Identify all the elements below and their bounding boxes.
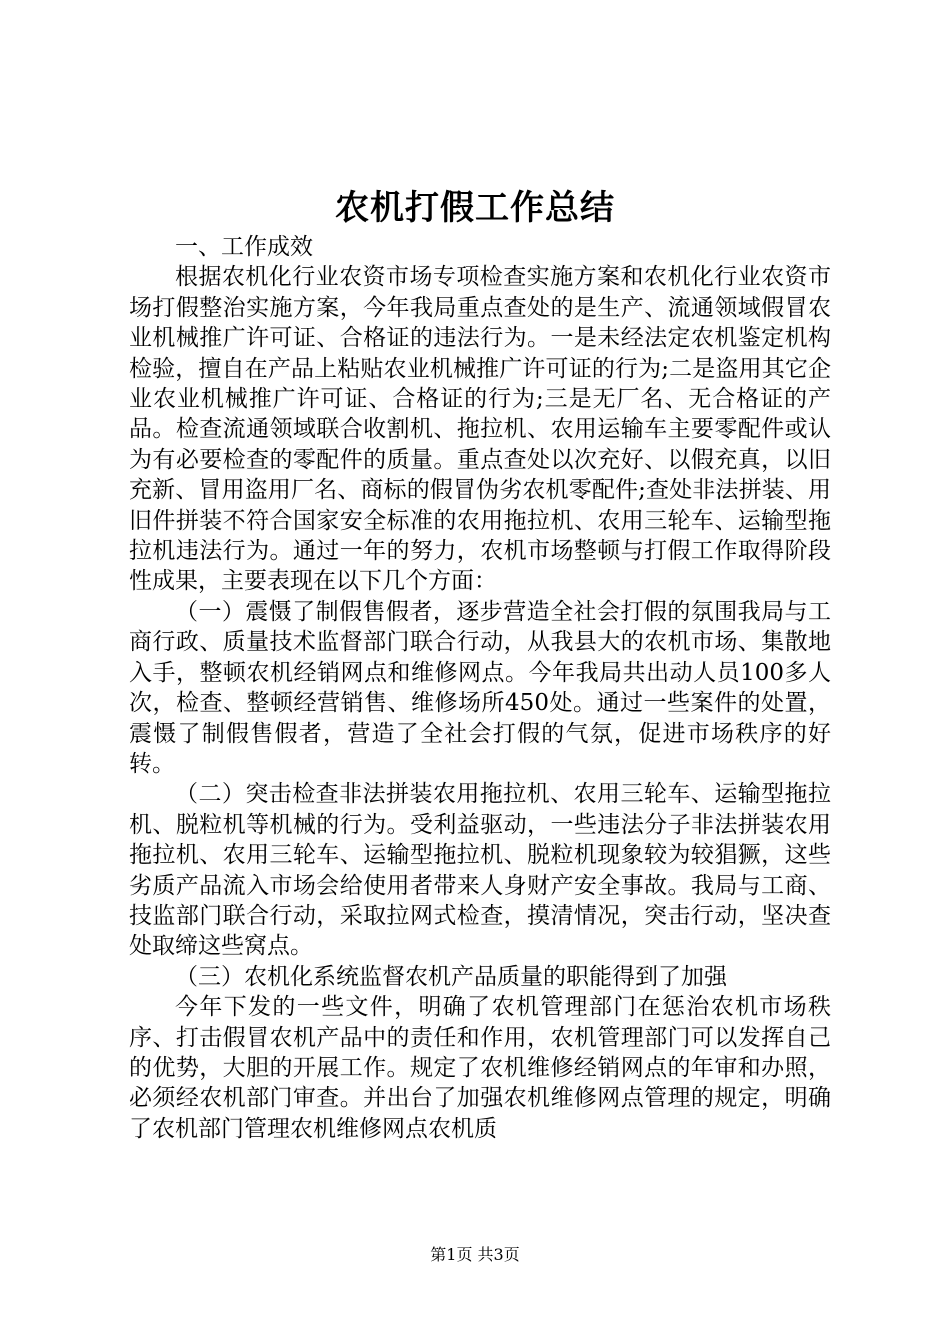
page-number-footer: 第1页 共3页: [430, 1245, 520, 1264]
body-paragraph: （二）突击检查非法拼装农用拖拉机、农用三轮车、运输型拖拉机、脱粒机等机械的行为。受利益驱动，一些违法分子非法拼装农用拖拉机、农用三轮车、运输型拖拉机、脱粒机现象较为较猖獗，这些劣质产品流入市场会给使用者带来人身财产安全事故。我局与工商、技监部门联合行动，采取拉网式检查，摸清情况，突击行动，坚决查处取缔这些窝点。: [129, 781, 831, 960]
section-heading: 一、工作成效: [175, 234, 313, 260]
subsection-heading: （三）农机化系统监督农机产品质量的职能得到了加强: [175, 963, 727, 990]
document-title: 农机打假工作总结: [335, 188, 615, 228]
body-paragraph: 根据农机化行业农资市场专项检查实施方案和农机化行业农资市场打假整治实施方案，今年我局重点查处的是生产、流通领域假冒农业机械推广许可证、合格证的违法行为。一是未经法定农机鉴定机构检验，擅自在产品上粘贴农业机械推广许可证的行为;二是盗用其它企业农业机械推广许可证、合格证的行为;三是无厂名、无合格证的产品。检查流通领域联合收割机、拖拉机、农用运输车主要零配件或认为有必要检查的零配件的质量。重点查处以次充好、以假充真，以旧充新、冒用盗用厂名、商标的假冒伪劣农机零配件;查处非法拼装、用旧件拼装不符合国家安全标准的农用拖拉机、农用三轮车、运输型拖拉机违法行为。通过一年的努力，农机市场整顿与打假工作取得阶段性成果，主要表现在以下几个方面：: [129, 264, 831, 595]
body-paragraph: 今年下发的一些文件，明确了农机管理部门在惩治农机市场秩序、打击假冒农机产品中的责任和作用，农机管理部门可以发挥自己的优势，大胆的开展工作。规定了农机维修经销网点的年审和办照，必须经农机部门审查。并出台了加强农机维修网点管理的规定，明确了农机部门管理农机维修网点农机质: [129, 994, 831, 1142]
body-paragraph: （一）震慑了制假售假者，逐步营造全社会打假的氛围我局与工商行政、质量技术监督部门联合行动，从我县大的农机市场、集散地入手，整顿农机经销网点和维修网点。今年我局共出动人员100多人次，检查、整顿经营销售、维修场所450处。通过一些案件的处置，震慑了制假售假者，营造了全社会打假的气氛，促进市场秩序的好转。: [129, 598, 831, 777]
document-body: [129, 232, 831, 1144]
